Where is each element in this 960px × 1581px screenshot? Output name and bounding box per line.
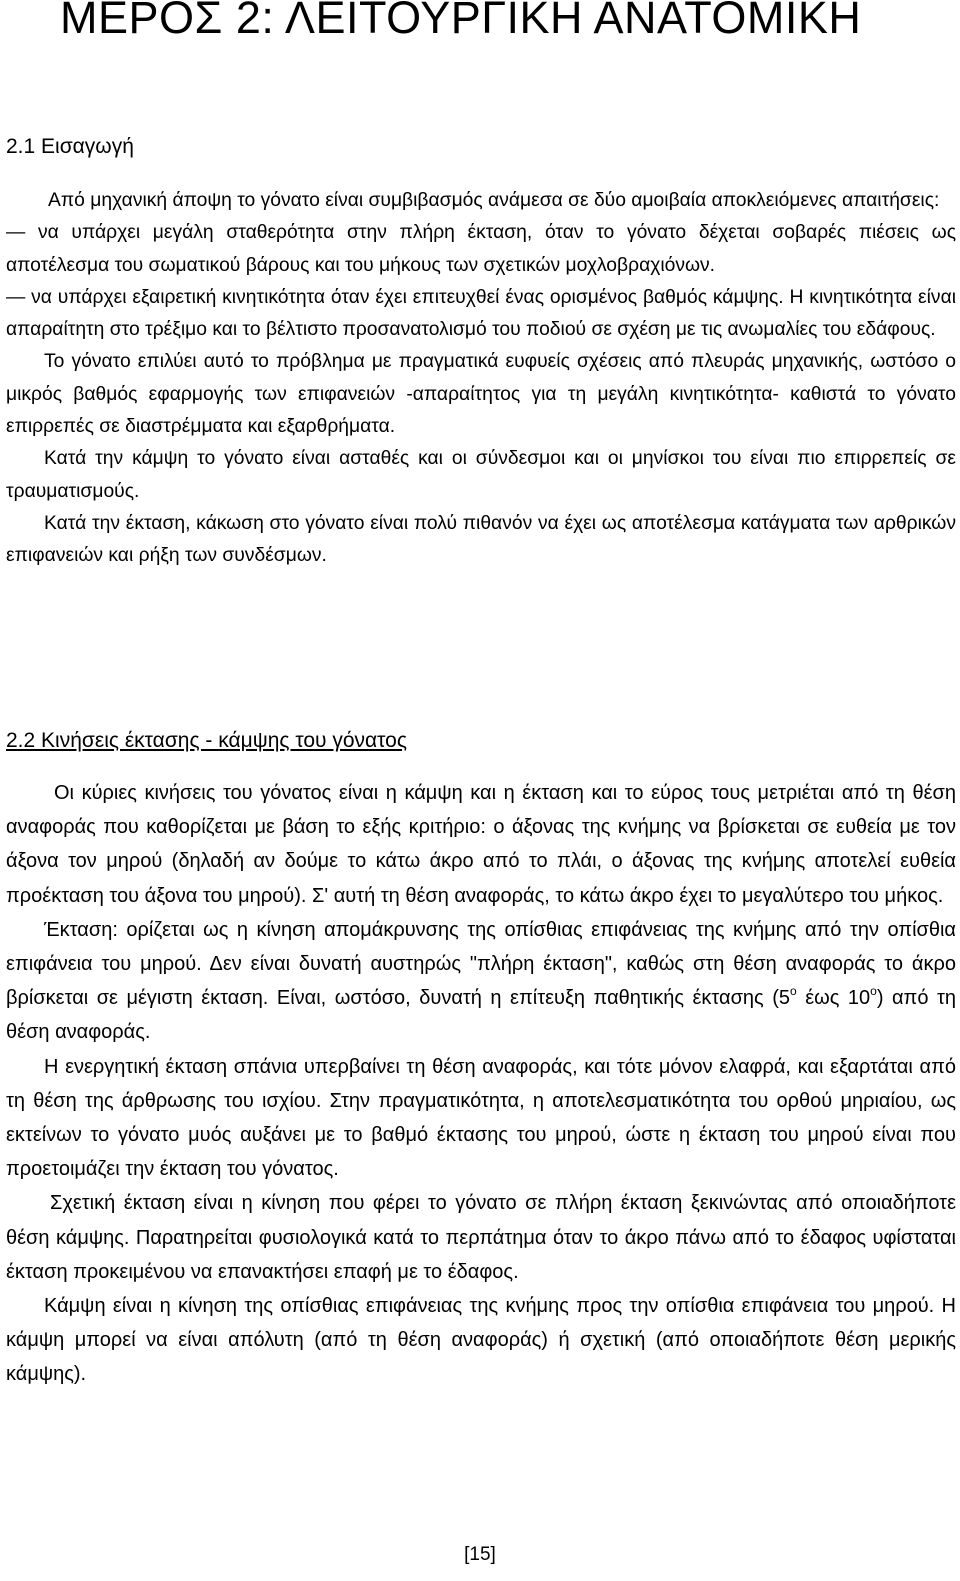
degree-superscript: ο (870, 984, 877, 999)
section-extension-flexion (6, 726, 956, 1392)
page-number: [15] (464, 1544, 496, 1565)
paragraph: Το γόνατο επιλύει αυτό το πρόβλημα με πραγματικά ευφυείς σχέσεις από πλευράς μηχανικής, ωστόσο ο μικρός βαθμός εφαρμογής των επιφανειών -απαραίτητος για τη μεγάλη κινητικότητα- καθιστά το γόνατο επιρρεπές σε διαστρέμματα και εξαρθρήματα. (6, 351, 956, 438)
paragraph: Από μηχανική άποψη το γόνατο είναι συμβιβασμός ανάμεσα σε δύο αμοιβαία αποκλειόμενες απαιτήσεις: (48, 190, 940, 211)
page-title: ΜΕΡΟΣ 2: ΛΕΙΤΟΥΡΓΙΚΗ ΑΝΑΤΟΜΙΚΗ (60, 0, 862, 43)
paragraph: Οι κύριες κινήσεις του γόνατος είναι η κάμψη και η έκταση και το εύρος τους μετριέται από τη θέση αναφοράς που καθορίζεται με βάση το εξής κριτήριο: ο άξονας της κνήμης να βρίσκεται σε ευθεία με τον άξονα τον μηρού (δηλαδή αν δούμε το κάτω άκρο από το πλάι, ο άξονας της κνήμης αποτελεί ευθεία προέκταση του άξονα του μηρού). Σ' αυτή τη θέση αναφοράς, το κάτω άκρο έχει το μεγαλύτερο του μήκος. (6, 782, 956, 907)
paragraph: Σχετική έκταση είναι η κίνηση που φέρει το γόνατο σε πλήρη έκταση ξεκινώντας από οποιαδήποτε θέση κάμψης. Παρατηρείται φυσιολογικά κατά το περπάτημα όταν το άκρο πάνω από το έδαφος υφίσταται έκταση προκειμένου να επανακτήσει επαφή με το έδαφος. (6, 1192, 956, 1283)
paragraph-extension-definition (6, 913, 956, 1050)
degree-superscript: ο (790, 984, 797, 999)
paragraph: Η ενεργητική έκταση σπάνια υπερβαίνει τη θέση αναφοράς, και τότε μόνον ελαφρά, και εξαρτάται από τη θέση της άρθρωσης του ισχίου. Στην πραγματικότητα, η αποτελεσματικότητα του ορθού μηριαίου, ως εκτείνων το γόνατο μυός αυξάνει με το βαθμό έκτασης του μηρού, ώστε η έκταση του μηρού είναι που προετοιμάζει την έκταση του γόνατος. (6, 1055, 956, 1181)
paragraph: Κατά την κάμψη το γόνατο είναι ασταθές και οι σύνδεσμοι και οι μηνίσκοι του είναι πιο επιρρεπείς σε τραυματισμούς. (6, 448, 956, 502)
text-run: έως 10 (796, 987, 871, 1010)
text-run: Έκταση: ορίζεται ως η κίνηση απομάκρυνσης της οπίσθιας επιφάνειας της κνήμης από την οπίσθια επιφάνεια του μηρού. Δεν είναι δυνατή αυστηρώς "πλήρη έκταση", καθώς στη θέση αναφοράς το άκρο βρίσκεται σε μέγιστη έκταση. Είναι, ωστόσο, δυνατή η επίτευξη παθητικής έκτασης (5 (6, 918, 956, 1010)
dash-list-item: — να υπάρχει μεγάλη σταθερότητα στην πλήρη έκταση, όταν το γόνατο δέχεται σοβαρές πιέσεις ως αποτέλεσμα του σωματικού βάρους και του μήκους των σχετικών μοχλοβραχιόνων. (6, 217, 956, 282)
section-introduction (6, 132, 956, 573)
section-heading-extension-flexion: 2.2 Κινήσεις έκτασης - κάμψης του γόνατος (6, 729, 407, 752)
paragraph: Κατά την έκταση, κάκωση στο γόνατο είναι πολύ πιθανόν να έχει ως αποτέλεσμα κατάγματα των αρθρικών επιφανειών και ρήξη των συνδέσμων. (6, 512, 956, 567)
text-run: ) από τη θέση αναφοράς. (6, 987, 957, 1044)
section-heading-introduction: 2.1 Εισαγωγή (6, 135, 134, 158)
paragraph: Κάμψη είναι η κίνηση της οπίσθιας επιφάνειας της κνήμης προς την οπίσθια επιφάνεια του μηρού. Η κάμψη μπορεί να είναι απόλυτη (από τη θέση αναφοράς) ή σχετική (από οποιαδήποτε θέση μερικής κάμψης). (6, 1295, 956, 1386)
dash-list-item: — να υπάρχει εξαιρετική κινητικότητα όταν έχει επιτευχθεί ένας ορισμένος βαθμός κάμψης. Η κινητικότητα είναι απαραίτητη στο τρέξιμο και το βέλτιστο προσανατολισμό του ποδιού σε σχέση με τις ανωμαλίες του εδάφους. (6, 282, 956, 347)
